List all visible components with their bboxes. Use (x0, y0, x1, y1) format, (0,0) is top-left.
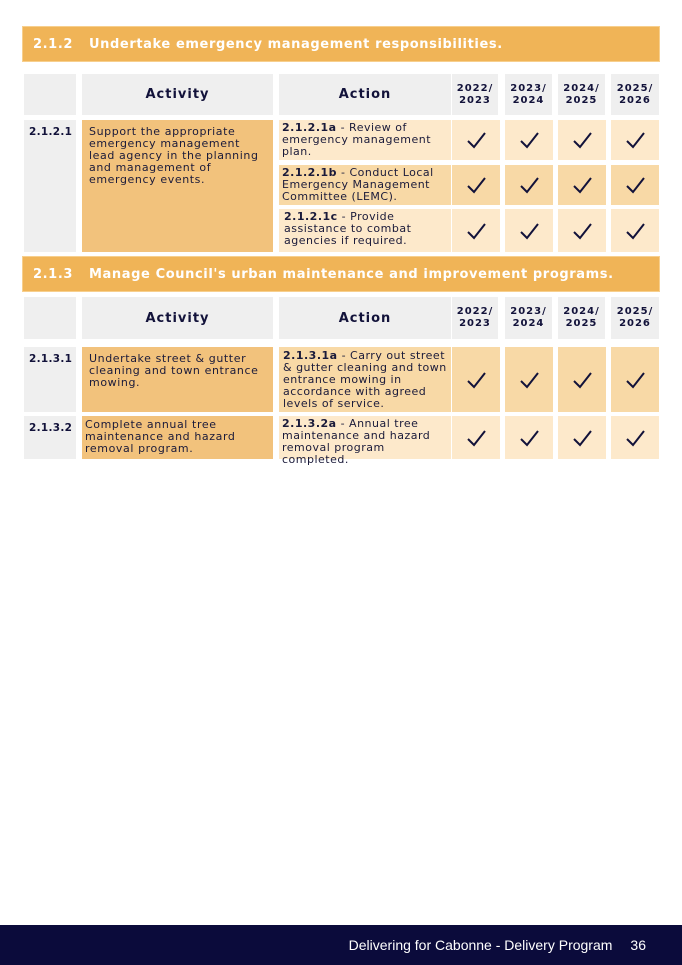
column-header-action: Action (279, 74, 451, 115)
tick-cell (611, 347, 659, 412)
checkmark-icon (571, 130, 593, 150)
footer-title: Delivering for Cabonne - Delivery Program (348, 937, 613, 953)
action-item: 2.1.3.2a - Annual tree maintenance and hazard removal program completed. (279, 416, 451, 459)
checkmark-icon (518, 428, 540, 448)
action-item: 2.1.3.1a - Carry out street & gutter cleaning and town entrance mowing in accordance with agreed levels of service. (279, 347, 451, 412)
tick-cell (452, 347, 500, 412)
checkmark-icon (624, 428, 646, 448)
column-header-year: 2023/ 2024 (505, 297, 552, 339)
column-header-year: 2025/ 2026 (611, 74, 659, 115)
tick-cell (558, 209, 606, 252)
tick-cell (452, 120, 500, 160)
header-blank-cell (24, 74, 76, 115)
checkmark-icon (465, 175, 487, 195)
column-header-year: 2025/ 2026 (611, 297, 659, 339)
tick-cell (611, 165, 659, 205)
checkmark-icon (624, 370, 646, 390)
checkmark-icon (571, 175, 593, 195)
checkmark-icon (571, 370, 593, 390)
tick-cell (611, 416, 659, 459)
tick-cell (452, 416, 500, 459)
action-item: 2.1.2.1a - Review of emergency management plan. (279, 120, 451, 160)
checkmark-icon (465, 130, 487, 150)
column-header-year: 2023/ 2024 (505, 74, 552, 115)
header-blank-cell (24, 297, 76, 339)
action-item: 2.1.2.1c - Provide assistance to combat agencies if required. (279, 209, 451, 252)
checkmark-icon (624, 175, 646, 195)
action-item: 2.1.2.1b - Conduct Local Emergency Management Committee (LEMC). (279, 165, 451, 205)
checkmark-icon (465, 370, 487, 390)
tick-cell (505, 416, 553, 459)
tick-cell (611, 209, 659, 252)
activity-code: 2.1.2.1 (24, 120, 76, 252)
tick-cell (505, 347, 553, 412)
checkmark-icon (624, 221, 646, 241)
activity-description: Support the appropriate emergency management lead agency in the planning and management of emergency events. (82, 120, 273, 252)
tick-cell (452, 209, 500, 252)
column-header-action: Action (279, 297, 451, 339)
tick-cell (505, 165, 553, 205)
tick-cell (505, 209, 553, 252)
section-title: Undertake emergency management responsibilities. (89, 36, 503, 52)
activity-description: Complete annual tree maintenance and hazard removal program. (82, 416, 273, 459)
section-title: Manage Council's urban maintenance and improvement programs. (89, 266, 614, 282)
section-number: 2.1.2 (33, 36, 74, 52)
tick-cell (558, 165, 606, 205)
section-header-2-1-3 (22, 256, 660, 292)
tick-cell (558, 416, 606, 459)
column-header-year: 2024/ 2025 (558, 297, 605, 339)
activity-description: Undertake street & gutter cleaning and town entrance mowing. (82, 347, 273, 412)
checkmark-icon (465, 221, 487, 241)
section-header-2-1-2 (22, 26, 660, 62)
activity-code: 2.1.3.2 (24, 416, 76, 459)
checkmark-icon (624, 130, 646, 150)
checkmark-icon (571, 428, 593, 448)
tick-cell (505, 120, 553, 160)
column-header-year: 2022/ 2023 (452, 297, 498, 339)
tick-cell (558, 347, 606, 412)
page-number: 36 (630, 937, 646, 953)
tick-cell (611, 120, 659, 160)
checkmark-icon (465, 428, 487, 448)
column-header-year: 2022/ 2023 (452, 74, 498, 115)
tick-cell (452, 165, 500, 205)
column-header-activity: Activity (82, 74, 273, 115)
activity-code: 2.1.3.1 (24, 347, 76, 412)
checkmark-icon (518, 175, 540, 195)
checkmark-icon (518, 130, 540, 150)
column-header-activity: Activity (82, 297, 273, 339)
checkmark-icon (518, 370, 540, 390)
checkmark-icon (571, 221, 593, 241)
column-header-year: 2024/ 2025 (558, 74, 605, 115)
checkmark-icon (518, 221, 540, 241)
tick-cell (558, 120, 606, 160)
section-number: 2.1.3 (33, 266, 74, 282)
page-footer (0, 925, 682, 965)
